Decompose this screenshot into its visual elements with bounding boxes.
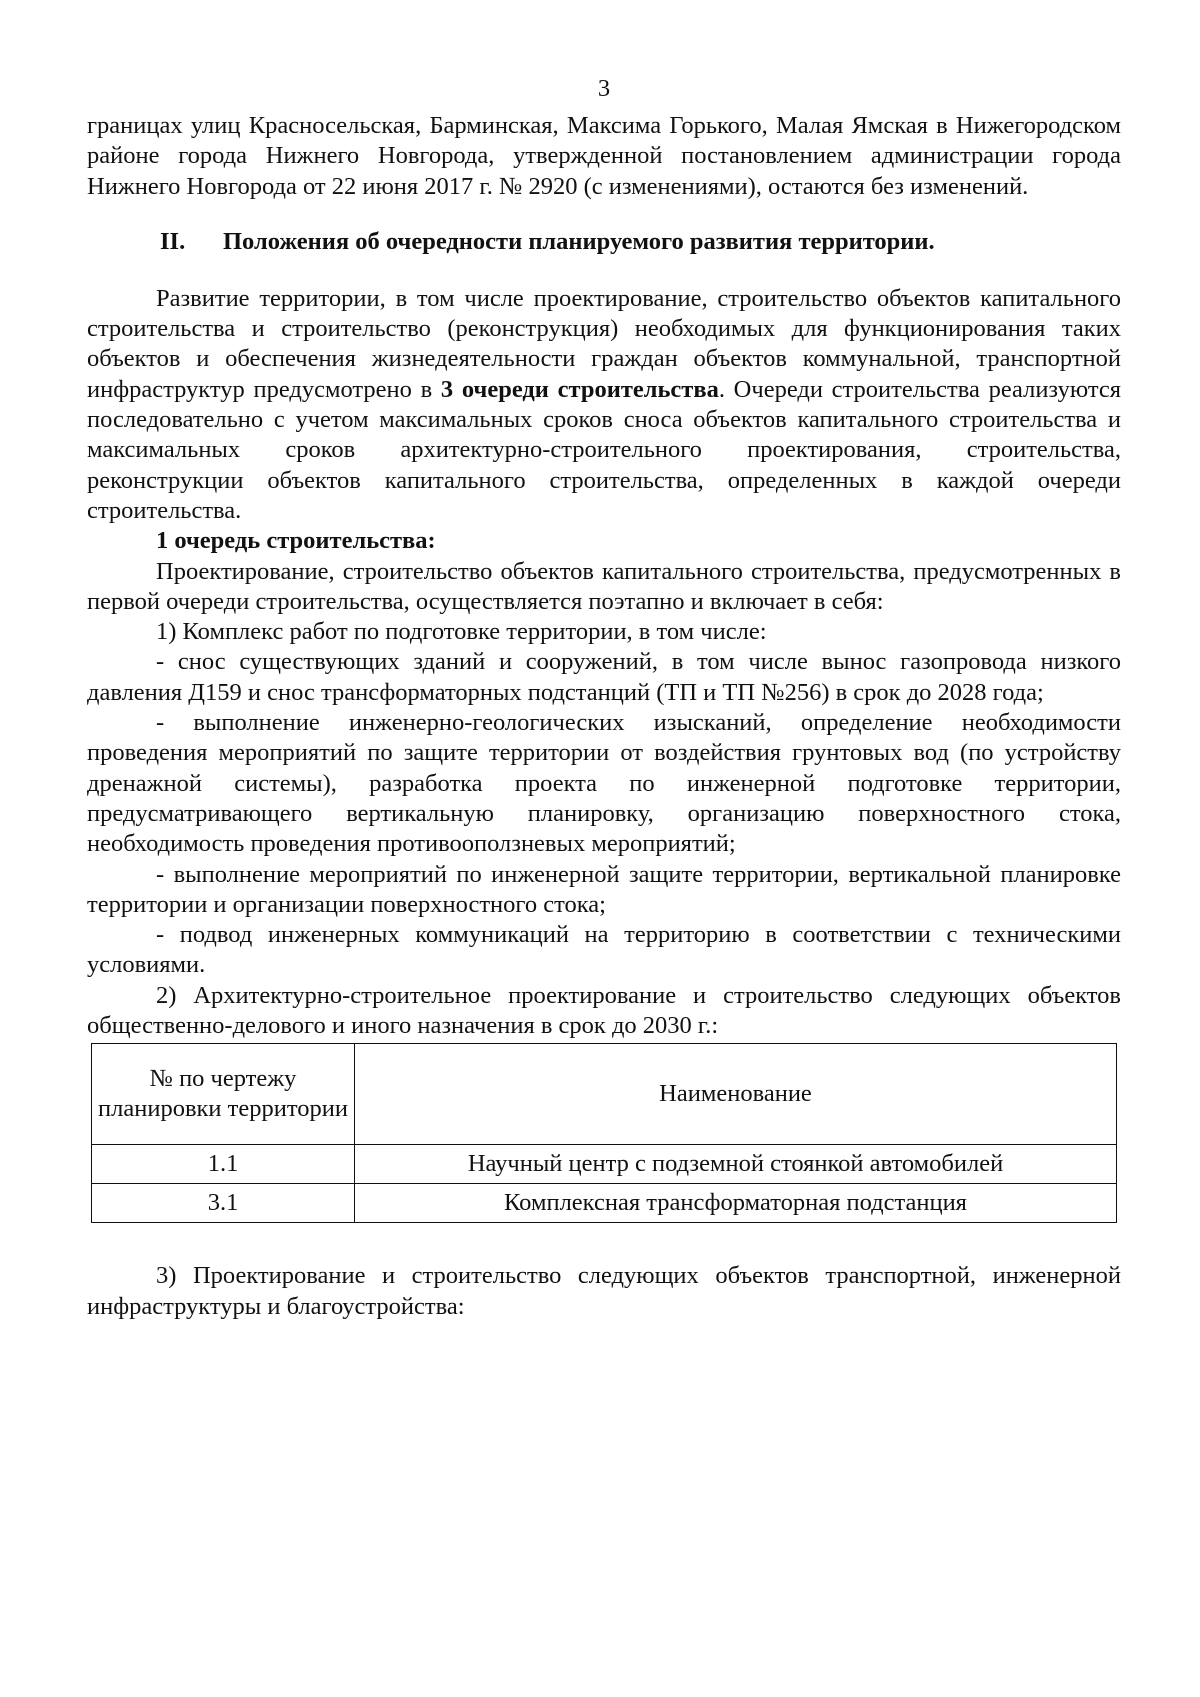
objects-table <box>91 1043 1117 1223</box>
stage1-item3: 3) Проектирование и строительство следующих объектов транспортной, инженерной инфраструктуры и благоустройства: <box>87 1262 1121 1320</box>
bullet-engineering-protection: - выполнение мероприятий по инженерной защите территории, вертикальной планировке территории и организации поверхностного стока; <box>87 860 1121 918</box>
bullet-surveys: - выполнение инженерно-геологических изысканий, определение необходимости проведения мероприятий по защите территории от воздействия грунтовых вод (по устройству дренажной системы), разработка проекта по инженерной подготовке территории, предусматривающего вертикальную планировку, организацию поверхностного стока, необходимость проведения противооползневых мероприятий; <box>87 709 1121 858</box>
section-number: II. <box>160 227 186 255</box>
development-text-1: Развитие территории, в том числе проектирование, строительство объектов капитального строительства и строительство (реконструкция) необходимых для функционирования таких объектов и обеспечения жизнедеятельности граждан объектов коммунальной, транспортной инфраструктур предусмотрено в <box>87 284 1121 403</box>
section-heading <box>87 226 1121 258</box>
table-cell-name: Комплексная трансформаторная подстанция <box>355 1184 1117 1223</box>
development-bold-text: 3 очереди строительства <box>440 375 719 403</box>
table-cell-number: 1.1 <box>92 1145 355 1184</box>
page-content <box>87 67 1121 1322</box>
table-header-row <box>92 1044 1117 1145</box>
intro-paragraph: границах улиц Красносельская, Барминская, Максима Горького, Малая Ямская в Нижегородском районе города Нижнего Новгорода, утвержденной постановлением администрации города Нижнего Новгорода от 22 июня 2017 г. № 2920 (с изменениями), остаются без изменений. <box>87 112 1121 200</box>
bullet-utilities: - подвод инженерных коммуникаций на территорию в соответствии с техническими условиями. <box>87 921 1121 979</box>
section-title: Положения об очередности планируемого развития территории. <box>223 227 935 255</box>
stage1-item2: 2) Архитектурно-строительное проектирование и строительство следующих объектов общественно-делового и иного назначения в срок до 2030 г.: <box>87 981 1121 1040</box>
stage1-heading: 1 очередь строительства: <box>156 527 436 555</box>
stage1-item1: 1) Комплекс работ по подготовке территории, в том числе: <box>156 618 767 646</box>
table-row <box>92 1145 1117 1184</box>
table-header-drawing-number: № по чертежу планировки территории <box>92 1044 355 1145</box>
stage1-intro: Проектирование, строительство объектов капитального строительства, предусмотренных в первой очереди строительства, осуществляется поэтапно и включает в себя: <box>87 557 1121 615</box>
table-cell-name: Научный центр с подземной стоянкой автомобилей <box>355 1145 1117 1184</box>
development-paragraph <box>87 284 1121 526</box>
table-row <box>92 1184 1117 1223</box>
bullet-demolition: - снос существующих зданий и сооружений, в том числе вынос газопровода низкого давления Д159 и снос трансформаторных подстанций (ТП и ТП №256) в срок до 2028 года; <box>87 648 1121 706</box>
page-number: 3 <box>597 75 611 102</box>
table-header-name: Наименование <box>355 1044 1117 1145</box>
development-text-2: . Очереди строительства реализуются последовательно с учетом максимальных сроков сноса объектов капитального строительства и максимальных сроков архитектурно-строительного проектирования, строительства, реконструкции объектов капитального строительства, определенных в каждой очереди строительства. <box>87 375 1121 524</box>
table-cell-number: 3.1 <box>92 1184 355 1223</box>
